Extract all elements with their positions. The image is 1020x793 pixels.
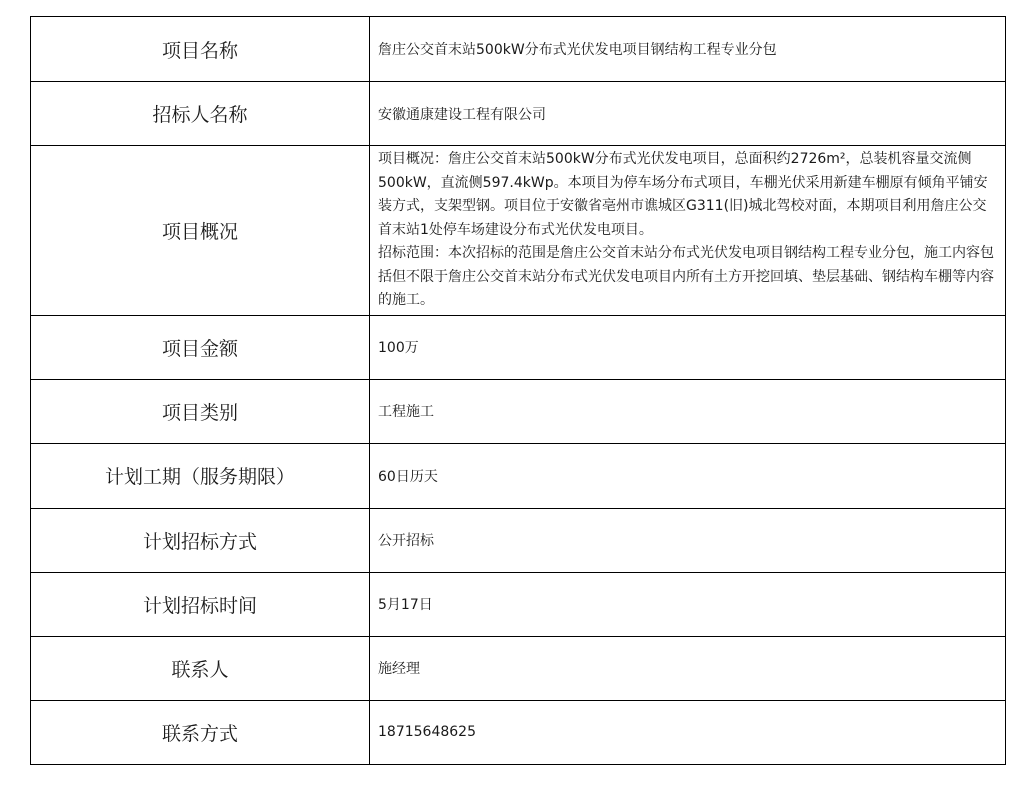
table-row-tenderer-name: [31, 82, 1006, 146]
row-label: 项目类别: [31, 379, 370, 443]
row-value: [370, 146, 1006, 316]
table-row-project-category: [31, 379, 1006, 443]
row-value: 5月17日: [370, 572, 1006, 636]
row-value: 詹庄公交首末站500kW分布式光伏发电项目钢结构工程专业分包: [370, 17, 1006, 82]
row-value: 安徽通康建设工程有限公司: [370, 82, 1006, 146]
table-row-project-overview: [31, 146, 1006, 316]
row-value: 工程施工: [370, 379, 1006, 443]
row-value: 100万: [370, 315, 1006, 379]
row-label: 联系方式: [31, 700, 370, 764]
row-label: 项目金额: [31, 315, 370, 379]
table-row-project-amount: [31, 315, 1006, 379]
row-label: 计划招标时间: [31, 572, 370, 636]
row-value: 60日历天: [370, 443, 1006, 508]
row-value: 施经理: [370, 636, 1006, 700]
table-row-contact-phone: [31, 700, 1006, 764]
row-label: 项目名称: [31, 17, 370, 82]
table-row-contact-person: [31, 636, 1006, 700]
scope-paragraph: 招标范围：本次招标的范围是詹庄公交首末站分布式光伏发电项目钢结构工程专业分包，施工内容包括但不限于詹庄公交首末站分布式光伏发电项目内所有土方开挖回填、垫层基础、钢结构车棚等内容的施工。: [378, 245, 994, 308]
row-label: 计划招标方式: [31, 508, 370, 572]
table-row-tender-time: [31, 572, 1006, 636]
row-label: 项目概况: [31, 146, 370, 316]
project-info-table: [30, 16, 1006, 765]
row-label: 联系人: [31, 636, 370, 700]
table-row-planned-duration: [31, 443, 1006, 508]
row-value: 公开招标: [370, 508, 1006, 572]
row-label: 计划工期（服务期限）: [31, 443, 370, 508]
overview-paragraph: 项目概况：詹庄公交首末站500kW分布式光伏发电项目，总面积约2726m²，总装机容量交流侧500kW，直流侧597.4kWp。本项目为停车场分布式项目，车棚光伏采用新建车棚原有倾角平铺安装方式，支架型钢。项目位于安徽省亳州市谯城区G311(旧)城北驾校对面，本期项目利用詹庄公交首末站1处停车场建设分布式光伏发电项目。: [378, 151, 988, 238]
row-value: 18715648625: [370, 700, 1006, 764]
row-label: 招标人名称: [31, 82, 370, 146]
table-row-tender-method: [31, 508, 1006, 572]
table-row-project-name: [31, 17, 1006, 82]
